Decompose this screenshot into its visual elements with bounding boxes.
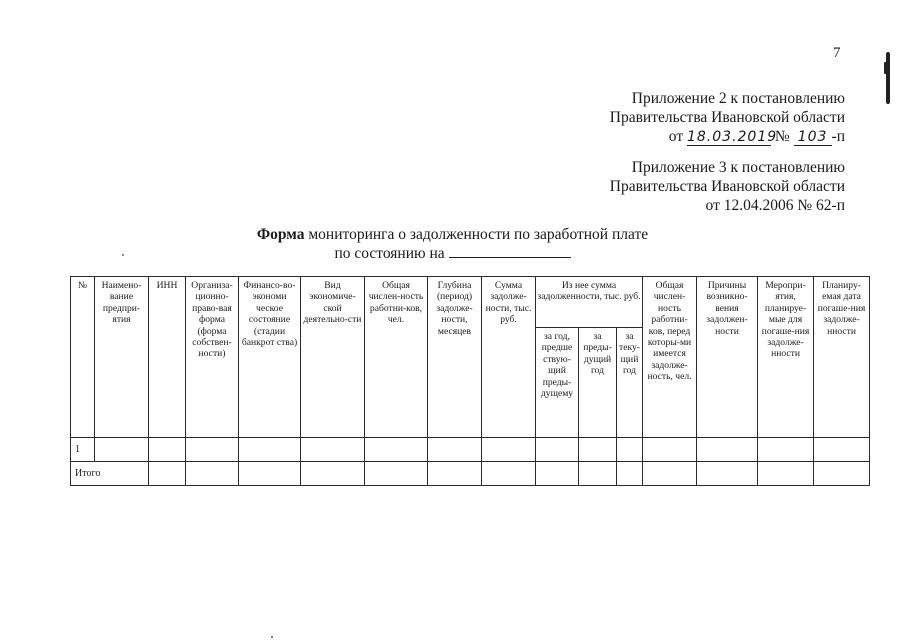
header-activity: Вид экономиче-ской деятельно-сти <box>301 277 365 438</box>
appendix-3-line3: от 12.04.2006 № 62-п <box>705 197 845 214</box>
table-cell <box>365 462 428 486</box>
appendix-2-line3 <box>610 127 845 146</box>
form-title-line1 <box>0 226 905 244</box>
appendix-2-line2: Правительства Ивановской области <box>609 109 845 126</box>
table-cell <box>617 438 643 462</box>
form-title-line2 <box>0 244 905 263</box>
appendix-2-number: 103 <box>794 129 832 146</box>
table-cell <box>239 462 301 486</box>
table-cell <box>95 438 149 462</box>
header-inn: ИНН <box>149 277 186 438</box>
table-cell <box>758 462 814 486</box>
form-title-bold: Форма <box>256 226 305 243</box>
appendix-2-date: 18.03.2019 <box>686 129 778 145</box>
page-number: 7 <box>833 45 841 61</box>
header-name: Наимено-вание предпри-ятия <box>95 277 149 438</box>
as-of-date-blank <box>449 244 571 258</box>
header-financial-state: Финансо-во-экономи ческое состояние (стадии банкрот ства) <box>239 277 301 438</box>
row-number-cell: 1 <box>71 438 95 462</box>
appendix-2-block <box>610 89 845 146</box>
form-title <box>0 226 905 263</box>
header-debtors-count: Общая числен-ность работни-ков, перед которы-ми имеется задолже-ность, чел. <box>643 277 697 438</box>
table-cell <box>814 462 870 486</box>
header-sum: Сумма задолже-ности, тыс. руб. <box>482 277 536 438</box>
table-cell <box>536 438 579 462</box>
table-cell <box>579 438 617 462</box>
subheader-prev-year: за год, предше ствую-щий преды-дущему <box>536 328 579 438</box>
table-cell <box>758 438 814 462</box>
header-no: № <box>71 277 95 438</box>
header-depth: Глубина (период) задолже-ности, месяцев <box>428 277 482 438</box>
header-measures: Меропри-ятия, планируе-мые для погаше-ния задолже-нности <box>758 277 814 438</box>
table-cell <box>301 462 365 486</box>
table-cell <box>643 438 697 462</box>
scan-edge-mark <box>886 52 890 104</box>
monitoring-table <box>70 276 870 486</box>
appendix-3-block <box>610 158 845 215</box>
table-total-row <box>71 462 870 486</box>
table-cell <box>149 462 186 486</box>
table-row <box>71 438 870 462</box>
appendix-2-line1: Приложение 2 к постановлению <box>631 90 845 107</box>
table-cell <box>239 438 301 462</box>
table-cell <box>482 438 536 462</box>
appendix-3-line1: Приложение 3 к постановлению <box>631 159 845 176</box>
table-cell <box>186 462 239 486</box>
table-header-row <box>71 277 870 328</box>
total-label-cell: Итого <box>71 462 149 486</box>
form-title-rest: мониторинга о задолженности по заработной плате <box>304 226 649 243</box>
header-headcount: Общая числен-ность работни-ков, чел. <box>365 277 428 438</box>
form-title-as-of: по состоянию на <box>334 245 445 262</box>
table-cell <box>482 462 536 486</box>
header-planned-date: Планиру-емая дата погаше-ния задолже-нности <box>814 277 870 438</box>
table-cell <box>301 438 365 462</box>
subheader-previous-year: за преды-дущий год <box>579 328 617 438</box>
appendix-2-number-prefix: № <box>774 128 790 145</box>
table-cell <box>186 438 239 462</box>
scan-dot-bottom <box>271 636 273 638</box>
header-legal-form: Организа-ционно-право-вая форма (форма собствен-ности) <box>186 277 239 438</box>
appendix-2-from: от <box>668 128 684 145</box>
table-cell <box>579 462 617 486</box>
table-cell <box>697 462 758 486</box>
appendix-2-suffix: -п <box>831 128 845 145</box>
table-cell <box>697 438 758 462</box>
appendix-3-line2: Правительства Ивановской области <box>609 178 845 195</box>
header-of-which: Из нее сумма задолженности, тыс. руб. <box>536 277 643 328</box>
table-cell <box>365 438 428 462</box>
table-cell <box>643 462 697 486</box>
table-cell <box>617 462 643 486</box>
table-cell <box>428 462 482 486</box>
subheader-current-year: за теку-щий год <box>617 328 643 438</box>
table-cell <box>149 438 186 462</box>
table-cell <box>814 438 870 462</box>
header-causes: Причины возникно-вения задолжен-ности <box>697 277 758 438</box>
scan-dot <box>122 254 124 256</box>
scan-edge-mark-small <box>884 62 887 74</box>
table-cell <box>536 462 579 486</box>
table-cell <box>428 438 482 462</box>
